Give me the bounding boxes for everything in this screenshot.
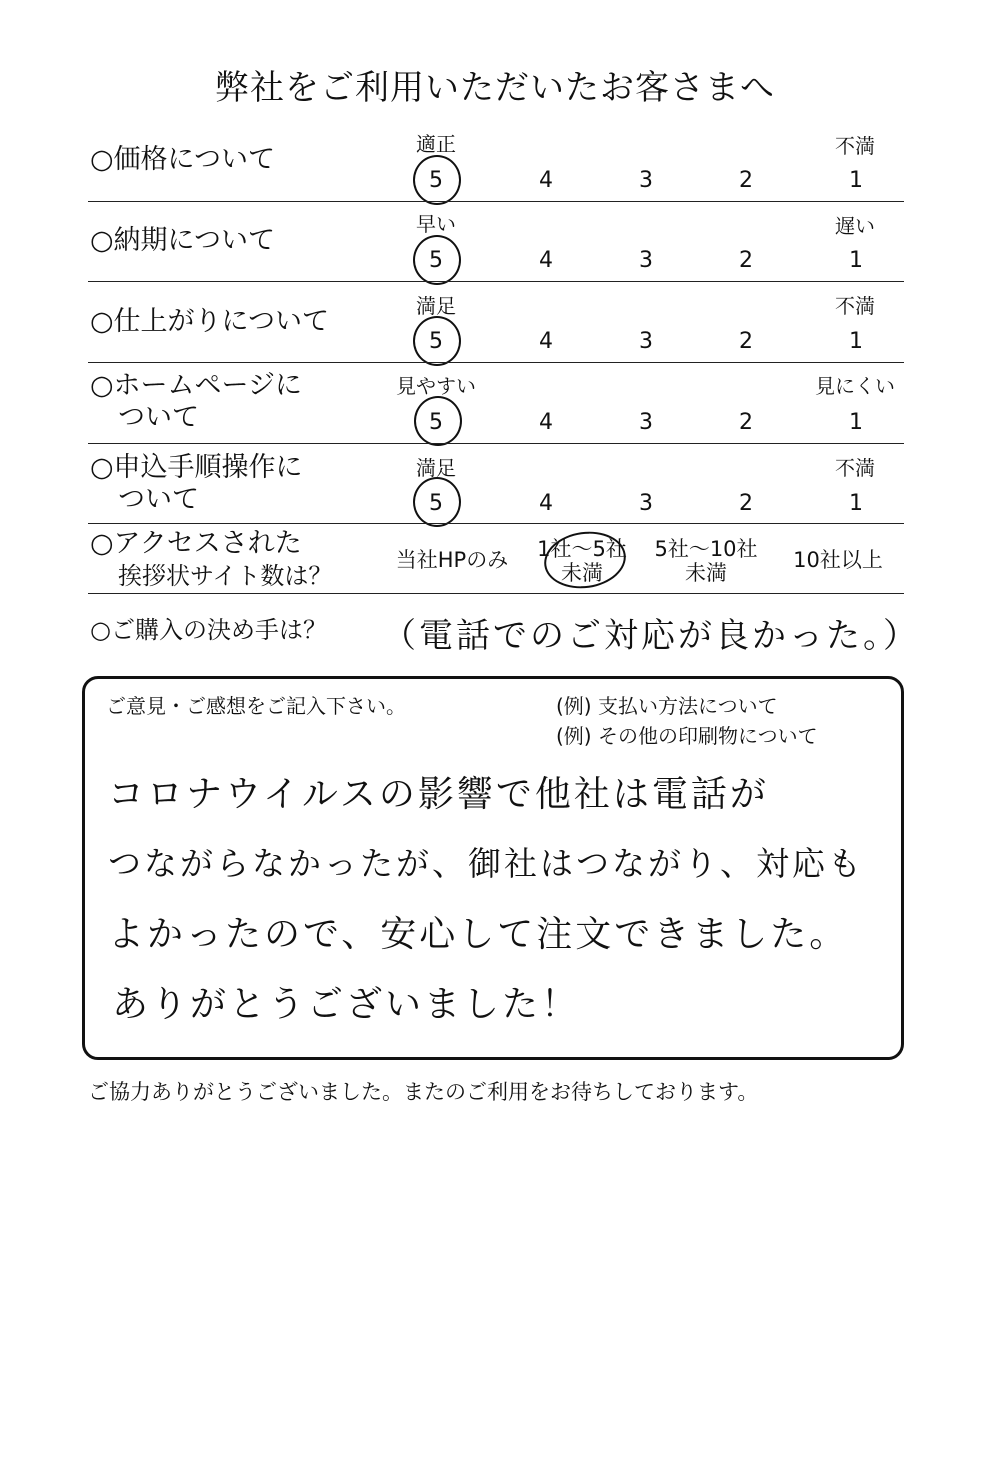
score-5[interactable]: 5 — [429, 410, 443, 435]
score-2[interactable]: 2 — [739, 248, 753, 273]
low-label: 不満 — [835, 456, 875, 480]
comment-line: ありがとうございました！ — [112, 984, 581, 1025]
score-3[interactable]: 3 — [639, 168, 653, 193]
score-1[interactable]: 1 — [849, 410, 863, 435]
score-2[interactable]: 2 — [739, 329, 753, 354]
score-4[interactable]: 4 — [539, 410, 553, 435]
question-price: ○価格について — [90, 144, 276, 175]
question-access: ○アクセスされた — [90, 528, 302, 559]
example-payment: (例) 支払い方法について — [556, 694, 778, 718]
score-1[interactable]: 1 — [849, 168, 863, 193]
score-2[interactable]: 2 — [739, 168, 753, 193]
form-title: 弊社をご利用いただいたお客さまへ — [215, 68, 775, 108]
option-5-to-10[interactable]: 5社～10社 未満 — [654, 537, 758, 585]
question-decision: ○ご購入の決め手は？ — [90, 616, 327, 644]
comments-label: ご意見・ご感想をご記入下さい。 — [106, 694, 406, 718]
score-1[interactable]: 1 — [849, 248, 863, 273]
score-4[interactable]: 4 — [539, 491, 553, 516]
option-own-site-only[interactable]: 当社HPのみ — [395, 548, 509, 572]
comment-line: よかったので、安心して注文できました。 — [108, 914, 849, 955]
question-ordering: ○申込手順操作に — [90, 452, 303, 483]
score-3[interactable]: 3 — [639, 329, 653, 354]
question-homepage: ○ホームページに — [90, 370, 303, 401]
low-label: 遅い — [835, 214, 875, 238]
row-divider — [88, 593, 904, 594]
example-printing: (例) その他の印刷物について — [556, 724, 818, 748]
score-3[interactable]: 3 — [639, 248, 653, 273]
score-2[interactable]: 2 — [739, 491, 753, 516]
score-1[interactable]: 1 — [849, 491, 863, 516]
high-label: 満足 — [416, 294, 456, 318]
question-finish: ○仕上がりについて — [90, 306, 330, 337]
row-divider — [88, 523, 904, 524]
score-1[interactable]: 1 — [849, 329, 863, 354]
high-label: 見やすい — [396, 374, 476, 398]
score-2[interactable]: 2 — [739, 410, 753, 435]
row-divider — [88, 443, 904, 444]
row-divider — [88, 281, 904, 282]
score-4[interactable]: 4 — [539, 329, 553, 354]
question-delivery: ○納期について — [90, 225, 276, 256]
selected-circle — [413, 316, 461, 366]
selected-circle — [413, 477, 461, 527]
question-ordering-line2: ついて — [118, 484, 199, 515]
row-divider — [88, 201, 904, 202]
question-homepage-line2: ついて — [118, 402, 199, 433]
score-3[interactable]: 3 — [639, 410, 653, 435]
question-access-line2: 挨拶状サイト数は？ — [118, 562, 333, 590]
comment-line: つながらなかったが、御社はつながり、対応も — [108, 844, 864, 883]
row-divider — [88, 362, 904, 363]
option-1-to-5[interactable]: 1社～5社 未満 — [537, 537, 627, 585]
selected-circle — [413, 155, 461, 205]
score-4[interactable]: 4 — [539, 168, 553, 193]
low-label: 不満 — [835, 134, 875, 158]
comment-line: コロナウイルスの影響で他社は電話が — [108, 774, 769, 815]
score-5[interactable]: 5 — [429, 329, 443, 354]
high-label: 早い — [416, 212, 456, 236]
selected-circle — [413, 235, 461, 285]
score-5[interactable]: 5 — [429, 248, 443, 273]
high-label: 適正 — [416, 132, 456, 156]
score-5[interactable]: 5 — [429, 168, 443, 193]
high-label: 満足 — [416, 456, 456, 480]
selected-circle — [414, 396, 462, 446]
score-4[interactable]: 4 — [539, 248, 553, 273]
option-10-plus[interactable]: 10社以上 — [793, 548, 883, 572]
low-label: 見にくい — [815, 374, 895, 398]
score-5[interactable]: 5 — [429, 491, 443, 516]
handwritten-answer: （電話でのご対応が良かった。） — [382, 616, 920, 656]
score-3[interactable]: 3 — [639, 491, 653, 516]
low-label: 不満 — [835, 294, 875, 318]
footer-thanks: ご協力ありがとうございました。またのご利用をお待ちしております。 — [88, 1080, 759, 1104]
